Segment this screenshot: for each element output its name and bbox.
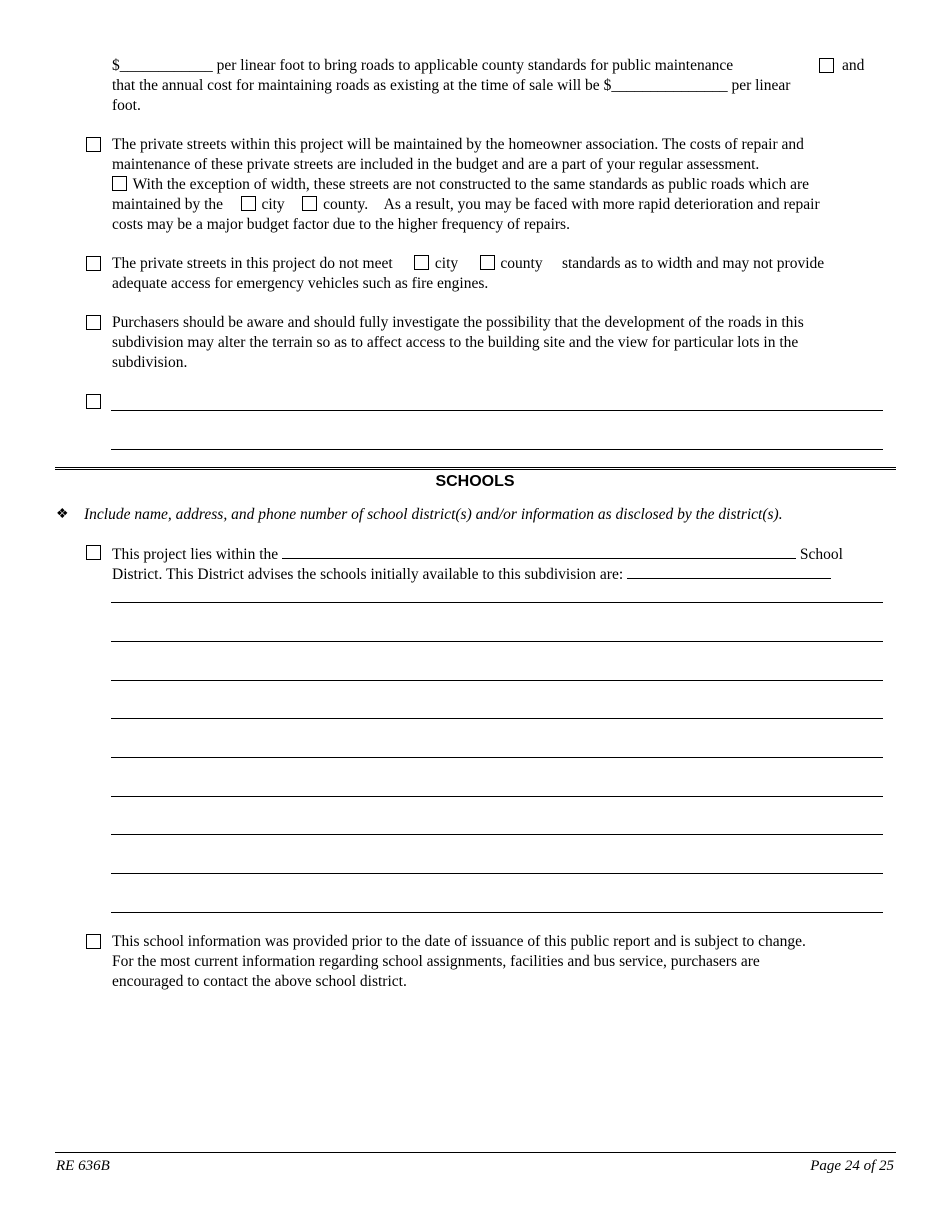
form-id: RE 636B <box>56 1158 110 1174</box>
road-cost-text: $____________ per linear foot to bring roads to applicable county standards for public maintenance <box>112 57 734 74</box>
hoa-maintained-checkbox[interactable] <box>86 137 101 152</box>
hoa-text-line: The private streets within this project will be maintained by the homeowner association. The costs of repair and <box>112 136 804 153</box>
school-info-line[interactable] <box>111 796 883 797</box>
standards-paragraph <box>112 254 897 294</box>
terrain-text-line: subdivision. <box>112 354 188 371</box>
blank-line[interactable] <box>111 449 883 450</box>
county-label: county. <box>323 196 369 213</box>
width-exception-checkbox[interactable] <box>112 176 127 191</box>
school-info-text-line: This school information was provided prior to the date of issuance of this public report and is subject to change. <box>112 933 806 950</box>
county-label: county <box>500 255 543 272</box>
standards-checkbox[interactable] <box>86 256 101 271</box>
and-label: and <box>842 57 865 74</box>
school-info-line[interactable] <box>111 718 883 719</box>
standards-text-line: adequate access for emergency vehicles such as fire engines. <box>112 275 489 292</box>
footer-rule <box>55 1152 896 1153</box>
schools-instruction: Include name, address, and phone number of school district(s) and/or information as disclosed by the district(s). <box>84 506 783 523</box>
county-checkbox[interactable] <box>480 255 495 270</box>
hoa-text-line: costs may be a major budget factor due to the higher frequency of repairs. <box>112 216 570 233</box>
terrain-text-line: subdivision may alter the terrain so as to affect access to the building site and the view for particular lots in the <box>112 334 799 351</box>
school-info-line[interactable] <box>111 680 883 681</box>
terrain-paragraph <box>112 313 897 373</box>
city-label: city <box>434 255 459 272</box>
city-checkbox[interactable] <box>241 196 256 211</box>
school-district-paragraph <box>112 543 897 583</box>
hoa-paragraph <box>112 135 897 235</box>
annual-cost-text: that the annual cost for maintaining roads as existing at the time of sale will be $_______________ per linear <box>112 77 791 94</box>
district-name-field[interactable] <box>282 543 796 559</box>
school-info-line[interactable] <box>111 641 883 642</box>
diamond-bullet-icon: ❖ <box>56 507 69 522</box>
city-checkbox[interactable] <box>414 255 429 270</box>
width-exception-text: With the exception of width, these streets are not constructed to the same standards as public roads which are <box>132 176 810 193</box>
schools-heading: SCHOOLS <box>435 473 515 490</box>
schools-available-text: District. This District advises the schools initially available to this subdivision are: <box>112 566 624 583</box>
school-info-line[interactable] <box>111 757 883 758</box>
city-label: city <box>261 196 285 213</box>
school-info-paragraph <box>112 932 897 992</box>
school-district-checkbox[interactable] <box>86 545 101 560</box>
school-info-text-line: For the most current information regarding school assignments, facilities and bus service, purchasers are <box>112 953 760 970</box>
maintained-by-text: maintained by the <box>112 196 224 213</box>
hoa-text-line: maintenance of these private streets are included in the budget and are a part of your regular assessment. <box>112 156 760 173</box>
school-info-line[interactable] <box>111 602 883 603</box>
school-district-text: This project lies within the <box>112 546 279 563</box>
school-label: School <box>799 546 843 563</box>
foot-text: foot. <box>112 97 141 114</box>
standards-text-end: standards as to width and may not provide <box>561 255 825 272</box>
school-info-checkbox[interactable] <box>86 934 101 949</box>
county-checkbox[interactable] <box>302 196 317 211</box>
and-checkbox[interactable] <box>819 58 834 73</box>
school-info-line[interactable] <box>111 873 883 874</box>
section-divider <box>55 469 896 470</box>
road-cost-paragraph <box>112 56 897 116</box>
terrain-checkbox[interactable] <box>86 315 101 330</box>
school-info-line[interactable] <box>111 912 883 913</box>
schools-available-field[interactable] <box>627 563 831 579</box>
blank-line[interactable] <box>111 410 883 411</box>
other-item-checkbox[interactable] <box>86 394 101 409</box>
school-info-text-line: encouraged to contact the above school district. <box>112 973 407 990</box>
school-info-line[interactable] <box>111 834 883 835</box>
standards-text: The private streets in this project do not meet <box>112 255 393 272</box>
terrain-text-line: Purchasers should be aware and should fully investigate the possibility that the development of the roads in this <box>112 314 804 331</box>
page-number: Page 24 of 25 <box>810 1158 894 1174</box>
deterioration-text: As a result, you may be faced with more rapid deterioration and repair <box>383 196 820 213</box>
